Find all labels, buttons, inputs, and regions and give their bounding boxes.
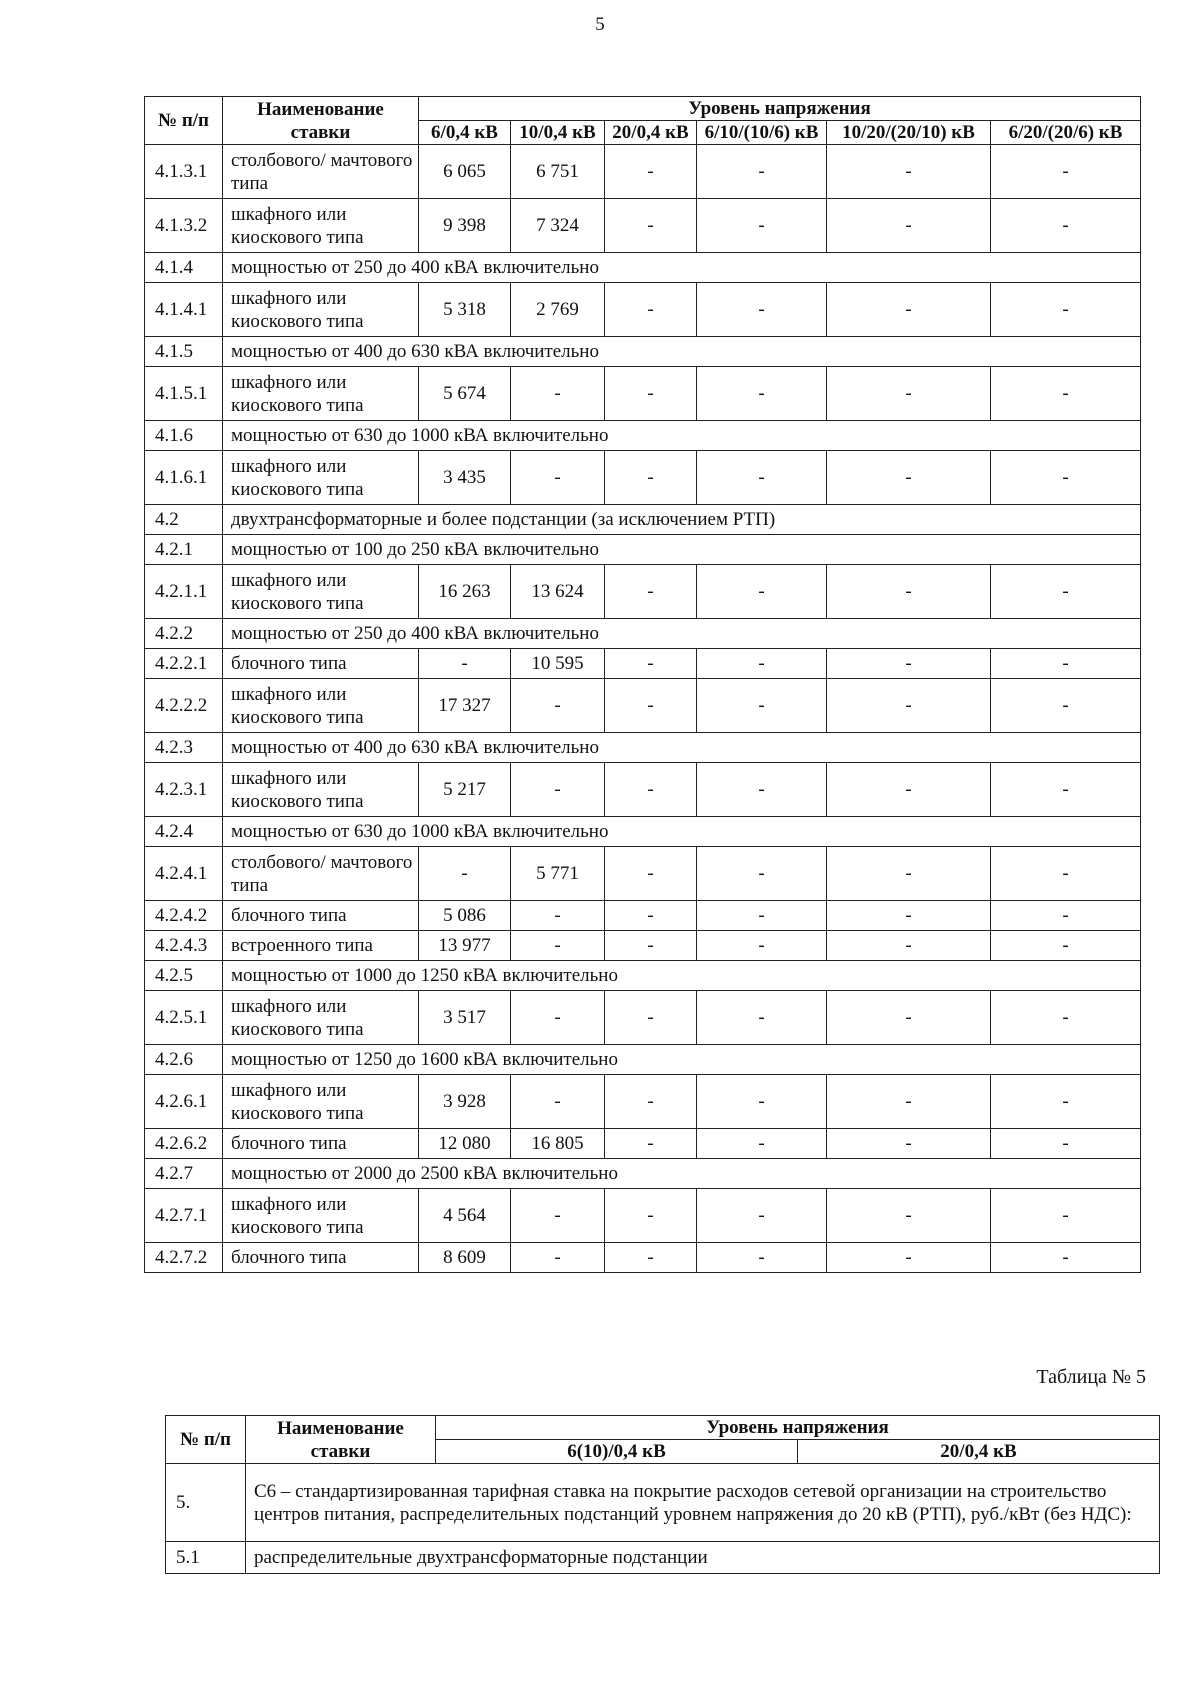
- row-number: 4.1.4: [145, 253, 223, 283]
- rate-name: блочного типа: [223, 1129, 419, 1159]
- rate-value: -: [827, 145, 991, 199]
- rate-value: -: [991, 1189, 1141, 1243]
- table-row: [145, 253, 1141, 283]
- rate-value: -: [511, 763, 605, 817]
- row-number: 4.2.5: [145, 961, 223, 991]
- table-row: [145, 1159, 1141, 1189]
- rate-value: 3 517: [419, 991, 511, 1045]
- rate-value: -: [991, 283, 1141, 337]
- section-title: мощностью от 250 до 400 кВА включительно: [223, 619, 1141, 649]
- table-row: [145, 619, 1141, 649]
- voltage-header-3: 20/0,4 кВ: [605, 121, 697, 145]
- rate-value: -: [697, 451, 827, 505]
- rate-value: -: [605, 1189, 697, 1243]
- rate-value: -: [827, 901, 991, 931]
- row-number: 4.2.7.2: [145, 1243, 223, 1273]
- table-row: [145, 1129, 1141, 1159]
- section-title: мощностью от 630 до 1000 кВА включительно: [223, 817, 1141, 847]
- header-num: № п/п: [145, 97, 223, 145]
- table-row: [145, 649, 1141, 679]
- row-number: 4.1.4.1: [145, 283, 223, 337]
- row-number: 4.2.4: [145, 817, 223, 847]
- rate-value: -: [605, 565, 697, 619]
- rate-value: -: [697, 145, 827, 199]
- row-number: 4.2.2.1: [145, 649, 223, 679]
- header-voltage-level: Уровень напряжения: [436, 1416, 1160, 1440]
- rate-value: -: [991, 1129, 1141, 1159]
- rate-name: шкафного или киоскового типа: [223, 1189, 419, 1243]
- section-title: мощностью от 630 до 1000 кВА включительно: [223, 421, 1141, 451]
- rate-value: -: [697, 1243, 827, 1273]
- row-number: 4.2.3: [145, 733, 223, 763]
- rate-value: -: [827, 991, 991, 1045]
- header-name: Наименование ставки: [246, 1416, 436, 1464]
- rate-value: 5 674: [419, 367, 511, 421]
- rate-value: -: [697, 931, 827, 961]
- rate-name: встроенного типа: [223, 931, 419, 961]
- rate-value: -: [697, 901, 827, 931]
- rate-value: -: [697, 1075, 827, 1129]
- rate-value: -: [991, 145, 1141, 199]
- rate-value: 9 398: [419, 199, 511, 253]
- header-num: № п/п: [166, 1416, 246, 1464]
- table-row: [145, 931, 1141, 961]
- table-row: [145, 961, 1141, 991]
- rate-description: распределительные двухтрансформаторные подстанции: [246, 1542, 1160, 1574]
- row-number: 4.2.4.3: [145, 931, 223, 961]
- rate-value: -: [991, 991, 1141, 1045]
- rate-name: шкафного или киоскового типа: [223, 451, 419, 505]
- table-4-body: [145, 145, 1141, 1273]
- rate-value: -: [827, 649, 991, 679]
- rate-value: -: [991, 451, 1141, 505]
- row-number: 4.2.2.2: [145, 679, 223, 733]
- rate-value: -: [511, 901, 605, 931]
- table-row: [145, 367, 1141, 421]
- section-title: мощностью от 1000 до 1250 кВА включительно: [223, 961, 1141, 991]
- rate-value: -: [827, 1129, 991, 1159]
- table-row: [145, 1243, 1141, 1273]
- row-number: 4.2.7: [145, 1159, 223, 1189]
- section-title: мощностью от 2000 до 2500 кВА включительно: [223, 1159, 1141, 1189]
- rate-value: -: [605, 847, 697, 901]
- rate-value: 16 263: [419, 565, 511, 619]
- row-number: 4.2.7.1: [145, 1189, 223, 1243]
- rate-value: -: [605, 283, 697, 337]
- rate-value: -: [827, 847, 991, 901]
- rate-value: -: [697, 1129, 827, 1159]
- rate-value: -: [991, 565, 1141, 619]
- row-number: 5.1: [166, 1542, 246, 1574]
- row-number: 4.2.4.1: [145, 847, 223, 901]
- rate-value: -: [991, 847, 1141, 901]
- voltage-header-1: 6/0,4 кВ: [419, 121, 511, 145]
- table-row: [145, 337, 1141, 367]
- row-number: 4.2.6.2: [145, 1129, 223, 1159]
- rate-value: -: [827, 931, 991, 961]
- table-row: [145, 1075, 1141, 1129]
- table-row: [145, 451, 1141, 505]
- row-number: 4.2.3.1: [145, 763, 223, 817]
- rate-value: -: [511, 1075, 605, 1129]
- row-number: 4.2.4.2: [145, 901, 223, 931]
- rate-value: -: [827, 1243, 991, 1273]
- table-row: [145, 145, 1141, 199]
- rate-name: блочного типа: [223, 1243, 419, 1273]
- rate-value: 8 609: [419, 1243, 511, 1273]
- rate-value: -: [827, 367, 991, 421]
- rate-value: -: [697, 991, 827, 1045]
- rate-value: 6 751: [511, 145, 605, 199]
- rate-value: -: [511, 1243, 605, 1273]
- row-number: 4.1.3.2: [145, 199, 223, 253]
- rate-name: блочного типа: [223, 901, 419, 931]
- rate-value: -: [511, 1189, 605, 1243]
- rate-value: -: [991, 763, 1141, 817]
- rate-value: -: [511, 451, 605, 505]
- row-number: 4.1.6: [145, 421, 223, 451]
- rate-name: шкафного или киоскового типа: [223, 367, 419, 421]
- row-number: 4.2.6: [145, 1045, 223, 1075]
- rate-value: -: [697, 565, 827, 619]
- row-number: 4.1.6.1: [145, 451, 223, 505]
- rate-value: 3 928: [419, 1075, 511, 1129]
- rate-value: -: [991, 1243, 1141, 1273]
- rate-value: 5 771: [511, 847, 605, 901]
- table-row: [145, 1045, 1141, 1075]
- table-row: [145, 763, 1141, 817]
- rate-value: -: [697, 199, 827, 253]
- voltage-header-6: 6/20/(20/6) кВ: [991, 121, 1141, 145]
- table-row: [145, 991, 1141, 1045]
- section-title: мощностью от 400 до 630 кВА включительно: [223, 337, 1141, 367]
- rate-value: 17 327: [419, 679, 511, 733]
- rate-value: -: [605, 1075, 697, 1129]
- rate-description: С6 – стандартизированная тарифная ставка на покрытие расходов сетевой организации на строительство центров питания, распределительных подстанций уровнем напряжения до 20 кВ (РТП), руб./кВт (без НДС):: [246, 1464, 1160, 1542]
- rate-value: -: [991, 679, 1141, 733]
- row-number: 4.1.5.1: [145, 367, 223, 421]
- rate-value: -: [511, 367, 605, 421]
- rate-value: -: [827, 565, 991, 619]
- rate-value: -: [697, 283, 827, 337]
- rate-value: 5 086: [419, 901, 511, 931]
- rate-name: блочного типа: [223, 649, 419, 679]
- rate-value: -: [697, 649, 827, 679]
- rate-value: -: [697, 763, 827, 817]
- rate-name: столбового/ мачтового типа: [223, 847, 419, 901]
- rate-value: -: [827, 199, 991, 253]
- rate-name: шкафного или киоскового типа: [223, 565, 419, 619]
- voltage-header-4: 6/10/(10/6) кВ: [697, 121, 827, 145]
- section-title: мощностью от 100 до 250 кВА включительно: [223, 535, 1141, 565]
- rate-value: 13 977: [419, 931, 511, 961]
- rate-name: шкафного или киоскового типа: [223, 763, 419, 817]
- rate-value: 5 217: [419, 763, 511, 817]
- table-row: [145, 733, 1141, 763]
- voltage-header-2: 20/0,4 кВ: [798, 1440, 1160, 1464]
- rate-value: -: [605, 1129, 697, 1159]
- rate-value: -: [605, 451, 697, 505]
- table-row: [145, 679, 1141, 733]
- tariff-table-5: [165, 1415, 1160, 1574]
- rate-value: 2 769: [511, 283, 605, 337]
- table-row: [166, 1542, 1160, 1574]
- rate-value: -: [991, 367, 1141, 421]
- rate-value: -: [511, 991, 605, 1045]
- rate-value: -: [419, 847, 511, 901]
- rate-name: шкафного или киоскового типа: [223, 991, 419, 1045]
- table-5-body: [166, 1464, 1160, 1574]
- rate-value: -: [991, 1075, 1141, 1129]
- rate-value: 13 624: [511, 565, 605, 619]
- tariff-table-4: [144, 96, 1141, 1273]
- table-row: [145, 421, 1141, 451]
- row-number: 4.2.6.1: [145, 1075, 223, 1129]
- rate-value: -: [605, 199, 697, 253]
- rate-value: -: [605, 145, 697, 199]
- rate-value: -: [605, 649, 697, 679]
- table-5-caption: Таблица № 5: [1036, 1366, 1146, 1388]
- rate-value: -: [991, 649, 1141, 679]
- table-row: [145, 565, 1141, 619]
- rate-value: -: [827, 679, 991, 733]
- header-voltage-level: Уровень напряжения: [419, 97, 1141, 121]
- rate-value: -: [605, 931, 697, 961]
- rate-value: -: [827, 451, 991, 505]
- voltage-header-5: 10/20/(20/10) кВ: [827, 121, 991, 145]
- rate-value: -: [697, 847, 827, 901]
- rate-value: -: [605, 1243, 697, 1273]
- rate-value: -: [827, 1189, 991, 1243]
- rate-value: 4 564: [419, 1189, 511, 1243]
- rate-name: столбового/ мачтового типа: [223, 145, 419, 199]
- row-number: 4.2: [145, 505, 223, 535]
- table-row: [145, 535, 1141, 565]
- table-row: [145, 505, 1141, 535]
- row-number: 5.: [166, 1464, 246, 1542]
- table-row: [145, 199, 1141, 253]
- rate-value: -: [991, 199, 1141, 253]
- rate-value: -: [605, 679, 697, 733]
- page-number: 5: [595, 14, 605, 35]
- row-number: 4.1.5: [145, 337, 223, 367]
- rate-value: 10 595: [511, 649, 605, 679]
- rate-name: шкафного или киоскового типа: [223, 283, 419, 337]
- rate-value: -: [419, 649, 511, 679]
- table-row: [145, 283, 1141, 337]
- row-number: 4.1.3.1: [145, 145, 223, 199]
- voltage-header-2: 10/0,4 кВ: [511, 121, 605, 145]
- row-number: 4.2.5.1: [145, 991, 223, 1045]
- rate-value: -: [511, 931, 605, 961]
- table-row: [145, 901, 1141, 931]
- rate-value: -: [827, 283, 991, 337]
- table-row: [145, 1189, 1141, 1243]
- section-title: мощностью от 250 до 400 кВА включительно: [223, 253, 1141, 283]
- voltage-header-1: 6(10)/0,4 кВ: [436, 1440, 798, 1464]
- rate-value: -: [605, 901, 697, 931]
- section-title: мощностью от 1250 до 1600 кВА включительно: [223, 1045, 1141, 1075]
- rate-value: 12 080: [419, 1129, 511, 1159]
- rate-value: -: [605, 763, 697, 817]
- rate-value: 16 805: [511, 1129, 605, 1159]
- row-number: 4.2.1.1: [145, 565, 223, 619]
- rate-value: -: [827, 763, 991, 817]
- rate-name: шкафного или киоскового типа: [223, 199, 419, 253]
- rate-value: -: [697, 1189, 827, 1243]
- rate-value: -: [991, 931, 1141, 961]
- section-title: двухтрансформаторные и более подстанции (за исключением РТП): [223, 505, 1141, 535]
- row-number: 4.2.1: [145, 535, 223, 565]
- rate-value: 7 324: [511, 199, 605, 253]
- rate-value: -: [991, 901, 1141, 931]
- rate-name: шкафного или киоскового типа: [223, 679, 419, 733]
- rate-value: 5 318: [419, 283, 511, 337]
- header-name: Наименование ставки: [223, 97, 419, 145]
- rate-value: -: [697, 679, 827, 733]
- table-row: [145, 817, 1141, 847]
- row-number: 4.2.2: [145, 619, 223, 649]
- section-title: мощностью от 400 до 630 кВА включительно: [223, 733, 1141, 763]
- rate-value: -: [605, 991, 697, 1045]
- rate-value: 6 065: [419, 145, 511, 199]
- rate-value: -: [605, 367, 697, 421]
- rate-value: -: [827, 1075, 991, 1129]
- rate-value: 3 435: [419, 451, 511, 505]
- table-row: [145, 847, 1141, 901]
- rate-value: -: [697, 367, 827, 421]
- rate-name: шкафного или киоскового типа: [223, 1075, 419, 1129]
- rate-value: -: [511, 679, 605, 733]
- table-row: [166, 1464, 1160, 1542]
